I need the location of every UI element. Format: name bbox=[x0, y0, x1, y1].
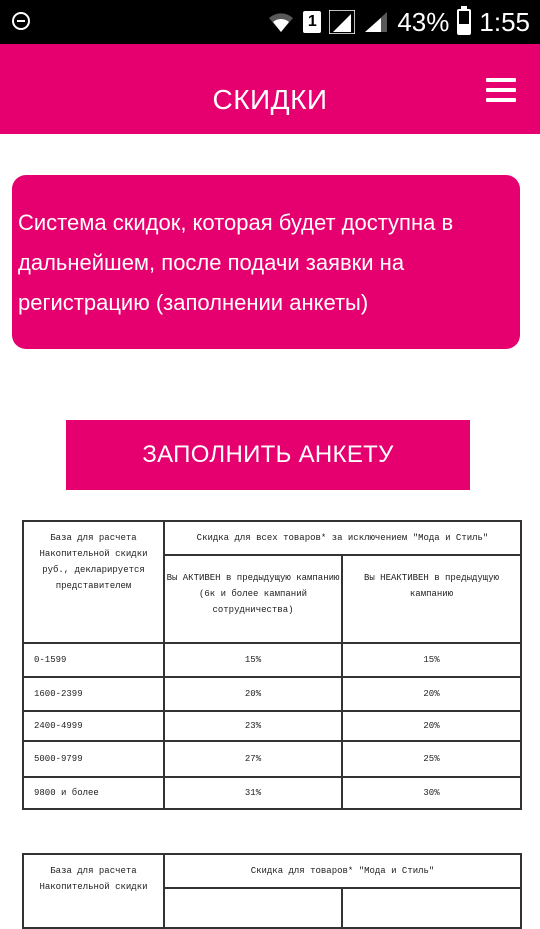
col-inactive-header: Вы НЕАКТИВЕН в предыдущую кампанию bbox=[342, 555, 521, 643]
battery-icon bbox=[457, 9, 471, 35]
discount-header: Скидка для товаров* "Мода и Стиль" bbox=[164, 854, 521, 888]
base-header: База для расчета Накопительной скидки bbox=[23, 854, 164, 928]
signal-strength-icon bbox=[363, 10, 389, 34]
status-bar bbox=[0, 0, 540, 44]
do-not-disturb-icon bbox=[12, 12, 30, 30]
active-cell: 31% bbox=[164, 777, 342, 809]
inactive-cell: 20% bbox=[342, 711, 521, 741]
app-bar bbox=[0, 44, 540, 134]
table-row bbox=[23, 741, 521, 777]
clock: 1:55 bbox=[479, 6, 530, 37]
battery-percent: 43% bbox=[397, 6, 450, 37]
discount-header: Скидка для всех товаров* за исключением "Мода и Стиль" bbox=[164, 521, 521, 555]
info-card bbox=[12, 175, 520, 349]
table-row bbox=[23, 677, 521, 711]
fill-form-button[interactable]: ЗАПОЛНИТЬ АНКЕТУ bbox=[66, 420, 470, 490]
sub-header-cell bbox=[342, 888, 521, 928]
active-cell: 27% bbox=[164, 741, 342, 777]
inactive-cell: 25% bbox=[342, 741, 521, 777]
inactive-cell: 15% bbox=[342, 643, 521, 677]
active-cell: 20% bbox=[164, 677, 342, 711]
range-cell: 5000-9799 bbox=[23, 741, 164, 777]
inactive-cell: 30% bbox=[342, 777, 521, 809]
table-row bbox=[23, 711, 521, 741]
active-cell: 23% bbox=[164, 711, 342, 741]
range-cell: 0-1599 bbox=[23, 643, 164, 677]
table-row bbox=[23, 777, 521, 809]
menu-icon[interactable] bbox=[486, 78, 516, 102]
table-row bbox=[23, 643, 521, 677]
range-cell: 1600-2399 bbox=[23, 677, 164, 711]
sub-header-cell bbox=[164, 888, 342, 928]
wifi-icon bbox=[267, 10, 295, 34]
page-title: СКИДКИ bbox=[212, 84, 328, 115]
signal-icon bbox=[329, 10, 355, 34]
inactive-cell: 20% bbox=[342, 677, 521, 711]
active-cell: 15% bbox=[164, 643, 342, 677]
range-cell: 2400-4999 bbox=[23, 711, 164, 741]
base-header: База для расчета Накопительной скидки руб., декларируется представителем bbox=[23, 521, 164, 643]
sim-icon: 1 bbox=[303, 11, 321, 33]
fashion-discount-table bbox=[22, 853, 520, 929]
col-active-header: Вы АКТИВЕН в предыдущую кампанию (6к и более кампаний сотрудничества) bbox=[164, 555, 342, 643]
range-cell: 9800 и более bbox=[23, 777, 164, 809]
info-text: Система скидок, которая будет доступна в дальнейшем, после подачи заявки на регистрацию (заполнении анкеты) bbox=[18, 210, 454, 315]
discount-table bbox=[22, 520, 520, 810]
